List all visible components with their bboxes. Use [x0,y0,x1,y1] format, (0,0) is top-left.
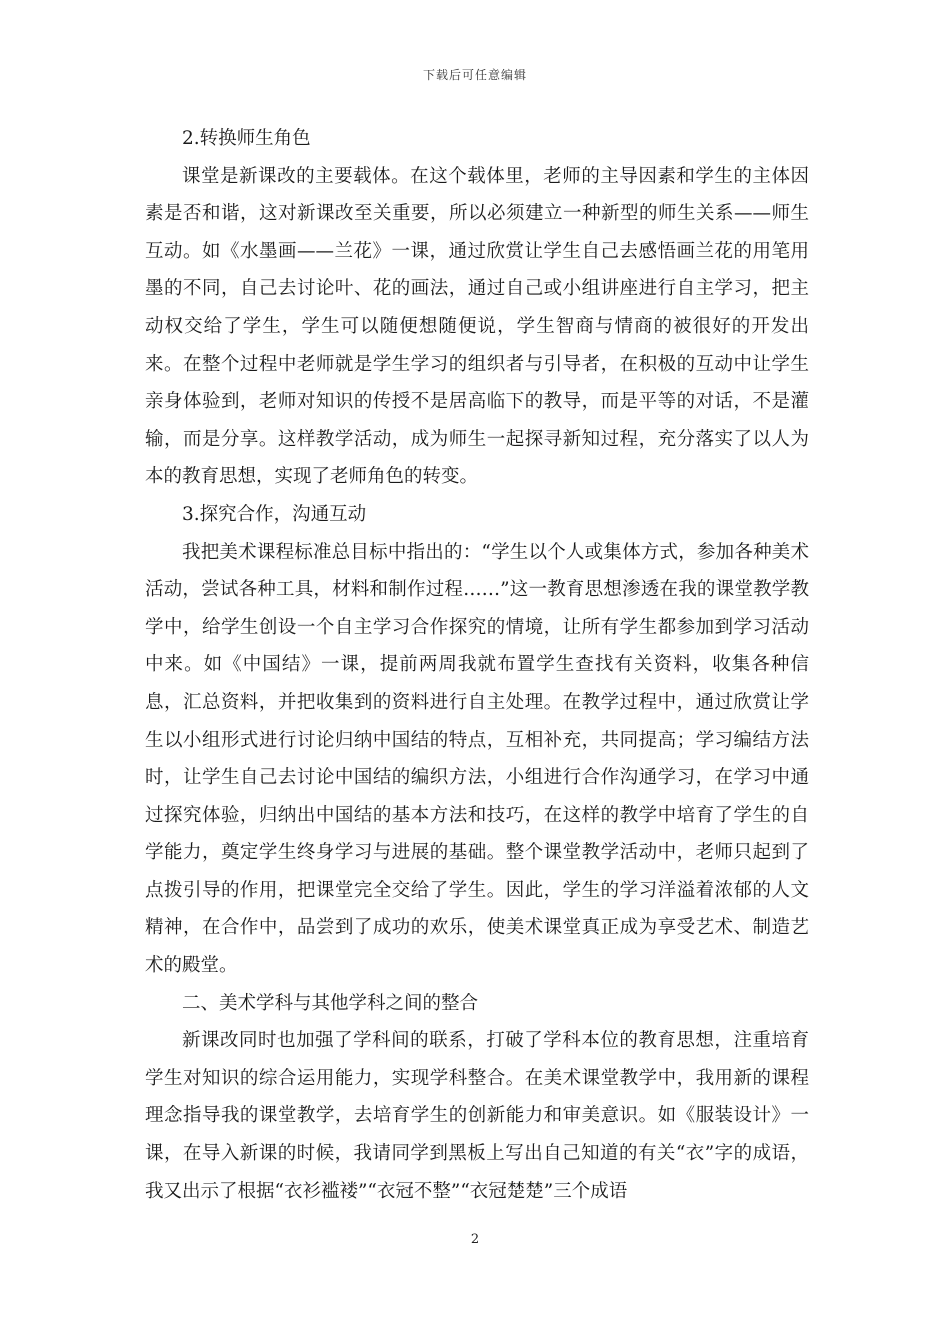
document-body [145,120,809,1210]
paragraph-cooperation: 我把美术课程标准总目标中指出的：“学生以个人或集体方式，参加各种美术活动，尝试各种工具，材料和制作过程……”这一教育思想渗透在我的课堂教学教学中，给学生创设一个自主学习合作探究的情境，让所有学生都参加到学习活动中来。如《中国结》一课，提前两周我就布置学生查找有关资料，收集各种信息，汇总资料，并把收集到的资料进行自主处理。在教学过程中，通过欣赏让学生以小组形式进行讨论归纳中国结的特点，互相补充，共同提高；学习编结方法时，让学生自己去讨论中国结的编织方法，小组进行合作沟通学习，在学习中通过探究体验，归纳出中国结的基本方法和技巧，在这样的教学中培育了学生的自学能力，奠定学生终身学习与进展的基础。整个课堂教学活动中，老师只起到了点拨引导的作用，把课堂完全交给了学生。因此，学生的学习洋溢着浓郁的人文精神，在合作中，品尝到了成功的欢乐，使美术课堂真正成为享受艺术、制造艺术的殿堂。 [145,541,809,977]
paragraph-role-change: 课堂是新课改的主要载体。在这个载体里，老师的主导因素和学生的主体因素是否和谐，这对新课改至关重要，所以必须建立一种新型的师生关系——师生互动。如《水墨画——兰花》一课，通过欣赏让学生自己去感悟画兰花的用笔用墨的不同，自己去讨论叶、花的画法，通过自己或小组讲座进行自主学习，把主动权交给了学生，学生可以随便想随便说，学生智商与情商的被很好的开发出来。在整个过程中老师就是学生学习的组织者与引导者，在积极的互动中让学生亲身体验到，老师对知识的传授不是居高临下的教导，而是平等的对话，不是灌输，而是分享。这样教学活动，成为师生一起探寻新知过程，充分落实了以人为本的教育思想，实现了老师角色的转变。 [145,165,809,488]
page-number: 2 [470,1232,480,1247]
section-heading-cooperation: 3.探究合作，沟通互动 [182,503,367,525]
paragraph-integration: 新课改同时也加强了学科间的联系，打破了学科本位的教育思想，注重培育学生对知识的综合运用能力，实现学科整合。在美术课堂教学中，我用新的课程理念指导我的课堂教学，去培育学生的创新能力和审美意识。如《服装设计》一课，在导入新课的时候，我请同学到黑板上写出自己知道的有关“衣”字的成语，我又出示了根据“衣衫褴褛”“衣冠不整”“衣冠楚楚”三个成语 [145,1030,809,1202]
page-header: 下载后可任意编辑 [422,68,527,82]
section-heading-integration: 二、美术学科与其他学科之间的整合 [182,992,479,1014]
section-heading-role-change: 2.转换师生角色 [182,128,311,149]
